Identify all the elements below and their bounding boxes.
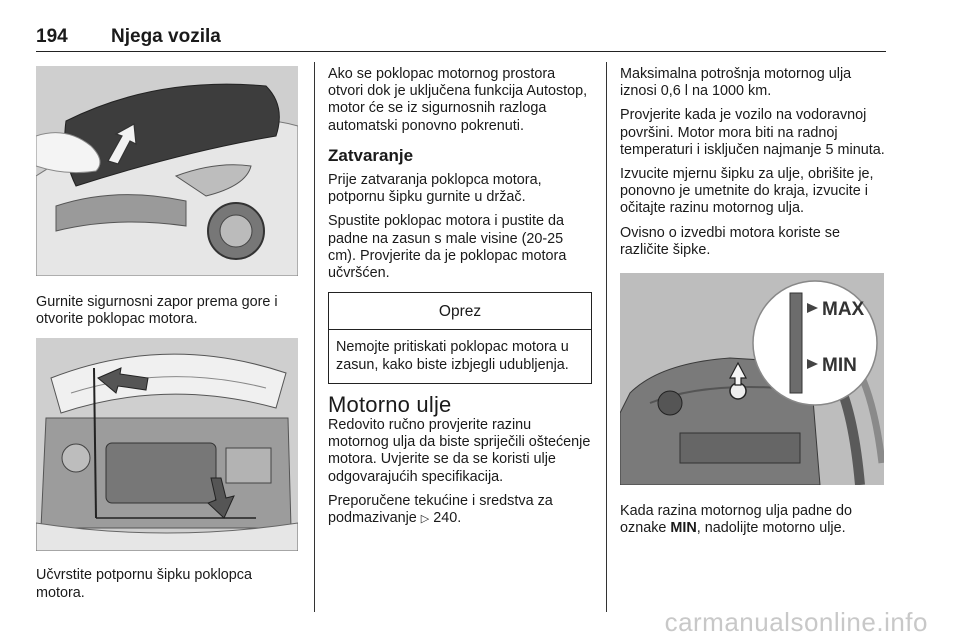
section-title: Motorno ulje [328, 391, 452, 417]
caution-box [328, 292, 592, 384]
min-level-caption [620, 503, 886, 537]
closing-heading: Zatvaranje [328, 145, 414, 165]
autostop-paragraph: Ako se poklopac motornog prostora otvori dok je uključena funkcija Autostop, motor će se iz sigurnosnih razloga automatski ponovno pokrenuti. [328, 66, 588, 134]
hood-latch-illustration [36, 66, 298, 276]
caption-support-rod: Učvrstite potpornu šipku poklopca motora. [36, 567, 252, 601]
caution-text: Nemojte pritiskati poklopac motora u zasun, kako biste izbjegli udubljenja. [336, 339, 569, 373]
min-caption-bold: MIN [670, 520, 697, 537]
column-divider-2 [606, 62, 607, 612]
watermark: carmanualsonline.info [664, 607, 928, 637]
page-header [36, 26, 886, 54]
dipstick-procedure-paragraph: Izvucite mjernu šipku za ulje, obrišite je, ponovno je umetnite do kraja, izvucite i očitajte razinu motornog ulja. [620, 166, 874, 217]
column-1 [36, 66, 298, 609]
closing-paragraph-2: Spustite poklopac motora i pustite da padne na zasun s male visine (20-25 cm). Provjerite da je poklopac motora učvršćen. [328, 213, 567, 282]
column-divider-1 [314, 62, 315, 612]
dipstick-illustration [620, 273, 884, 485]
consumption-paragraph: Maksimalna potrošnja motornog ulja iznosi 0,6 l na 1000 km. [620, 66, 852, 100]
page-title: Njega vozila [111, 26, 221, 47]
page-reference-icon: ▷ [420, 513, 430, 526]
dipstick-min-label: MIN [822, 355, 857, 377]
min-caption-end: , nadolijte motorno ulje. [696, 520, 846, 537]
check-conditions-paragraph: Provjerite kada je vozilo na vodoravnoj površini. Motor mora biti na radnoj temperaturi i isključen najmanje 5 minuta. [620, 107, 885, 158]
header-rule [36, 51, 886, 52]
support-rod-illustration [36, 338, 298, 551]
closing-paragraph-1: Prije zatvaranja poklopca motora, potpornu šipku gurnite u držač. [328, 172, 542, 206]
oil-paragraph-1: Redovito ručno provjerite razinu motornog ulja da biste spriječili oštećenje motora. Uvjerite se da se koristi ulje odgovarajućih specifikacija. [328, 417, 591, 485]
caution-title: Oprez [329, 293, 591, 330]
oil-paragraph-2 [328, 493, 592, 528]
page-number: 194 [36, 26, 68, 47]
dipstick-max-label: MAX [822, 299, 865, 321]
dipstick-variants-paragraph: Ovisno o izvedbi motora koriste se različite šipke. [620, 224, 840, 258]
min-caption-start: Kada razina motornog ulja padne do oznake [620, 503, 853, 537]
column-3 [620, 66, 886, 544]
recommended-fluids-text: Preporučene tekućine i sredstva za podmazivanje [328, 492, 553, 527]
caption-hood-latch: Gurnite sigurnosni zapor prema gore i otvorite poklopac motora. [36, 294, 278, 328]
page-reference-link[interactable]: 240. [433, 510, 462, 527]
column-2 [328, 66, 592, 535]
